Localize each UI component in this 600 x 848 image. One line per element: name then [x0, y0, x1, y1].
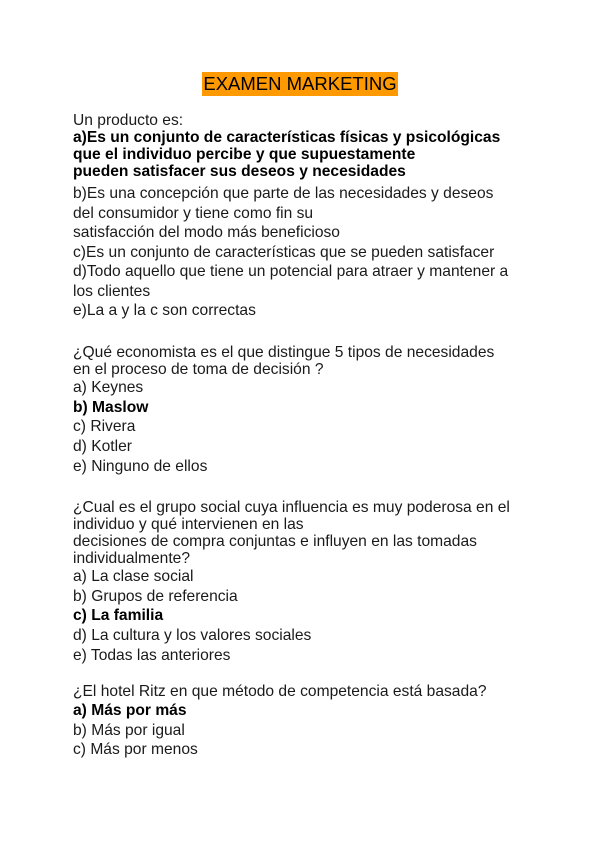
option-e — [73, 301, 543, 321]
option-line: e)La a y la c son correctas — [73, 302, 256, 319]
option-c: c) Rivera — [73, 418, 136, 436]
question-text: ¿Cual es el grupo social cuya influencia es muy poderosa en el — [73, 499, 510, 516]
question-2 — [73, 344, 543, 476]
question-1 — [73, 112, 543, 321]
option-c: c) Más por menos — [73, 741, 198, 759]
option-line: del consumidor y tiene como fin su — [73, 204, 314, 222]
option-d: d) La cultura y los valores sociales — [73, 627, 312, 645]
option-line: a)Es un conjunto de características físicas y psicológicas — [73, 129, 501, 146]
option-c — [73, 243, 543, 263]
option-line: satisfacción del modo más beneficioso — [73, 224, 340, 241]
option-a — [73, 129, 543, 184]
question-text: individuo y qué intervienen en las — [73, 516, 304, 533]
option-c: c) La familia — [73, 607, 164, 625]
option-a: a) Más por más — [73, 702, 187, 719]
option-b: b) Más por igual — [73, 721, 185, 739]
question-text: decisiones de compra conjuntas e influyen en las tomadas — [73, 533, 477, 550]
option-b — [73, 184, 543, 243]
option-e: e) Todas las anteriores — [73, 646, 231, 664]
option-d: d) Kotler — [73, 438, 132, 456]
question-text: en el proceso de toma de decisión ? — [73, 361, 324, 378]
question-3 — [73, 499, 543, 665]
question-text: ¿Qué economista es el que distingue 5 tipos de necesidades — [73, 344, 495, 361]
option-line: los clientes — [73, 282, 151, 300]
option-line: pueden satisfacer sus deseos y necesidades — [73, 163, 406, 180]
page-title: EXAMEN MARKETING — [203, 73, 397, 94]
option-d — [73, 262, 543, 301]
question-text: individualmente? — [73, 550, 191, 567]
option-a: a) La clase social — [73, 568, 194, 585]
option-b: b) Grupos de referencia — [73, 587, 238, 605]
option-line: c)Es un conjunto de características que se pueden satisfacer — [73, 243, 495, 261]
option-line: d)Todo aquello que tiene un potencial para atraer y mantener a — [73, 263, 509, 280]
question-text: Un producto es: — [73, 112, 184, 129]
option-line: que el individuo percibe y que supuestamente — [73, 146, 416, 163]
option-line: b)Es una concepción que parte de las necesidades y deseos — [73, 185, 494, 202]
title-container — [0, 72, 600, 96]
option-b: b) Maslow — [73, 398, 149, 416]
question-text: ¿El hotel Ritz en que método de competencia está basada? — [73, 683, 487, 700]
option-e: e) Ninguno de ellos — [73, 457, 208, 475]
question-4 — [73, 682, 543, 760]
option-a: a) Keynes — [73, 379, 144, 396]
